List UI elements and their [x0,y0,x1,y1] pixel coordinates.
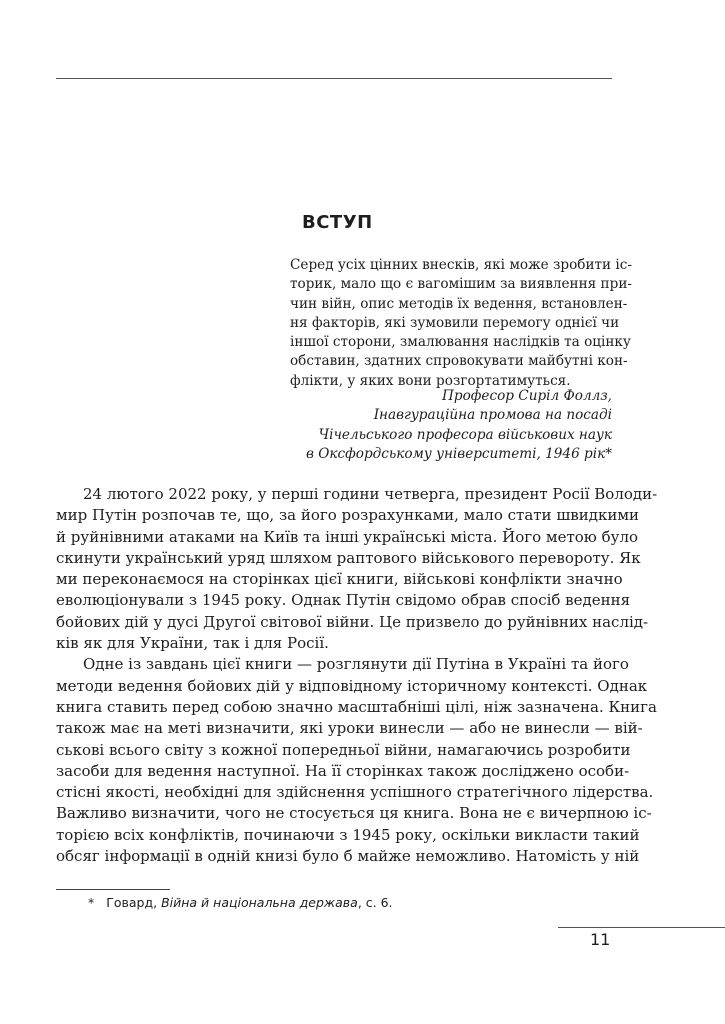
attribution-line: Професор Сиріл Фоллз, [442,388,612,404]
paragraph-line: торією всіх конфліктів, починаючи з 1945 року, оскільки викласти такий [56,825,640,844]
paragraph-line: 24 лютого 2022 року, у перші години четверга, президент Росії Володи- [83,485,658,503]
paragraph-line: Одне із завдань цієї книги — розглянути дії Путіна в Україні та його [83,655,629,674]
page-number: 11 [590,930,611,949]
body-text [56,484,658,867]
epigraph-line: ня факторів, які зумовили перемогу однієї чи [290,314,620,331]
paragraph-line: ськові всього світу з кожної попередньої війни, намагаючись розробити [56,740,631,759]
paragraph-line: мир Путін розпочав те, що, за його розрахунками, мало стати швидкими [56,506,639,525]
attribution-line: Чічельського професора військових наук [318,426,612,443]
paragraph-line: й руйнівними атаками на Київ та інші українські міста. Його метою було [56,527,639,546]
paragraph-line: Важливо визначити, чого не стосується ця книга. Вона не є вичерпною іс- [56,804,652,823]
paragraph-line: бойових дій у дусі Другої світової війни. Це призвело до руйнівних наслід- [56,612,649,631]
paragraph-line: ми переконаємося на сторінках цієї книги, військові конфлікти значно [56,570,623,589]
paragraph-line: ків як для України, так і для Росії. [56,634,329,653]
footnote [88,895,393,910]
epigraph-line: торик, мало що є вагомішим за виявлення при- [290,276,632,293]
paragraph-line: еволюціонували з 1945 року. Однак Путін свідомо обрав спосіб ведення [56,591,631,610]
footer-rule [558,927,725,928]
paragraph-line: методи ведення бойових дій у відповідному історичному контексті. Однак [56,676,648,695]
footnote-title: Війна й національна держава [161,895,358,910]
attribution-line: в Оксфордському університеті, 1946 рік* [306,445,612,462]
paragraph-line: також має на меті визначити, які уроки винесли — або не винесли — вій- [56,719,643,738]
footnote-author: Говард, [106,895,162,910]
epigraph-line: Серед усіх цінних внесків, які може зробити іс- [290,257,632,273]
attribution-line: Інавгураційна промова на посаді [373,407,612,424]
paragraph-line: засоби для ведення наступної. На її сторінках також досліджено особи- [56,761,630,780]
paragraph-line: обсяг інформації в одній книзі було б майже неможливо. Натомість у ній [56,847,640,866]
epigraph-line: іншої сторони, змалювання наслідків та оцінку [290,334,631,351]
paragraph-line: книга ставить перед собою значно масштабніші цілі, ніж зазначена. Книга [56,697,657,716]
paragraph-line: стісні якості, необхідні для здійснення успішного стратегічного лідерства. [56,783,654,802]
chapter-heading: ВСТУП [302,212,373,233]
footnote-marker: * [88,895,95,910]
footnote-page: , с. 6. [357,895,393,910]
epigraph [290,256,632,391]
epigraph-attribution [306,387,612,464]
epigraph-line: чин війн, опис методів їх ведення, встановлен- [290,295,628,312]
header-rule [56,78,612,79]
footnote-rule [56,889,170,890]
paragraph-line: скинути український уряд шляхом раптового військового перевороту. Як [56,548,641,567]
epigraph-line: обставин, здатних спровокувати майбутні кон- [290,353,628,370]
epigraph-line: флікти, у яких вони розгортатимуться. [290,372,571,389]
